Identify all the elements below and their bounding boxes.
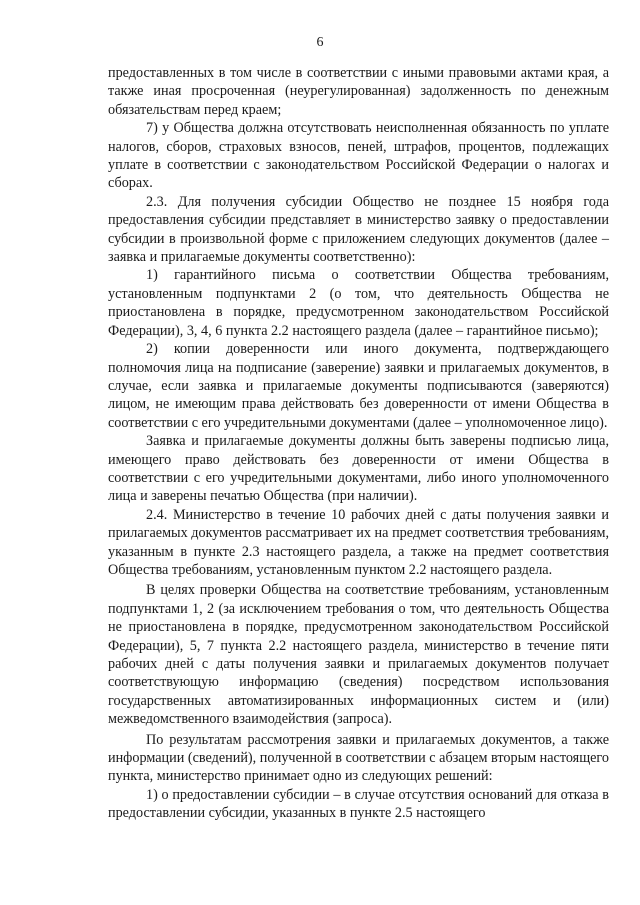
paragraph-debt-continuation: предоставленных в том числе в соответствии с иными правовыми актами края, а также иная просроченная (неурегулированная) задолженность по денежным обязательствам перед краем;: [108, 65, 609, 118]
paragraph-decision: По результатам рассмотрения заявки и прилагаемых документов, а также информации (сведений), полученной в соответствии с абзацем вторым настоящего пункта, министерство принимает одно из следующих решений:: [108, 731, 609, 785]
paragraph-2-4-review: 2.4. Министерство в течение 10 рабочих дней с даты получения заявки и прилагаемых документов рассматривает их на предмет соответствия требованиям, указанным в пункте 2.3 настоящего раздела, а также на предмет соответствия Общества требованиям, установленным пунктом 2.2 настоящего раздела.: [108, 506, 609, 578]
paragraph-decision-grant: 1) о предоставлении субсидии – в случае отсутствия оснований для отказа в предоставлении субсидии, указанных в пункте 2.5 настоящего: [108, 786, 609, 822]
paragraph-guarantee-letter: 1) гарантийного письма о соответствии Общества требованиям, установленным подпунктами 2 (о том, что деятельность Общества не приостановлена в порядке, предусмотренном законодательством Российской Федерации), 3, 4, 6 пункта 2.2 настоящего раздела (далее – гарантийное письмо);: [108, 267, 609, 339]
paragraph-item-7-taxes: 7) у Общества должна отсутствовать неисполненная обязанность по уплате налогов, сборов, страховых взносов, пеней, штрафов, процентов, подлежащих уплате в соответствии с законодательством Российской Федерации о налогах и сборах.: [108, 120, 609, 192]
paragraph-2-3-application: 2.3. Для получения субсидии Общество не позднее 15 ноября года предоставления субсидии представляет в министерство заявку о предоставлении субсидии в произвольной форме с приложением следующих документов (далее – заявка и прилагаемые документы соответственно):: [108, 193, 609, 266]
document-body: [108, 64, 609, 823]
paragraph-verification: В целях проверки Общества на соответствие требованиям, установленным подпунктами 1, 2 (за исключением требования о том, что деятельность Общества не приостановлена в порядке, предусмотренном законодательством Российской Федерации), 5, 7 пункта 2.2 настоящего раздела, министерство в течение пяти рабочих дней с даты получения заявки и прилагаемых документов получает соответствующую информацию (сведения) посредством использования государственных автоматизированных информационных систем и (или) межведомственного взаимодействия (запроса).: [108, 582, 609, 728]
page-number: 6: [316, 35, 324, 50]
paragraph-certification: Заявка и прилагаемые документы должны быть заверены подписью лица, имеющего право действовать без доверенности от имени Общества в соответствии с его учредительными документами, либо иного уполномоченного лица и заверены печатью Общества (при наличии).: [108, 433, 609, 505]
paragraph-power-of-attorney: 2) копии доверенности или иного документа, подтверждающего полномочия лица на подписание (заверение) заявки и прилагаемых документов, в случае, если заявка и прилагаемые документы подписываются (заверяются) лицом, не имеющим права действовать без доверенности от имени Общества в соответствии с его учредительными документами (далее – уполномоченное лицо).: [108, 341, 609, 431]
